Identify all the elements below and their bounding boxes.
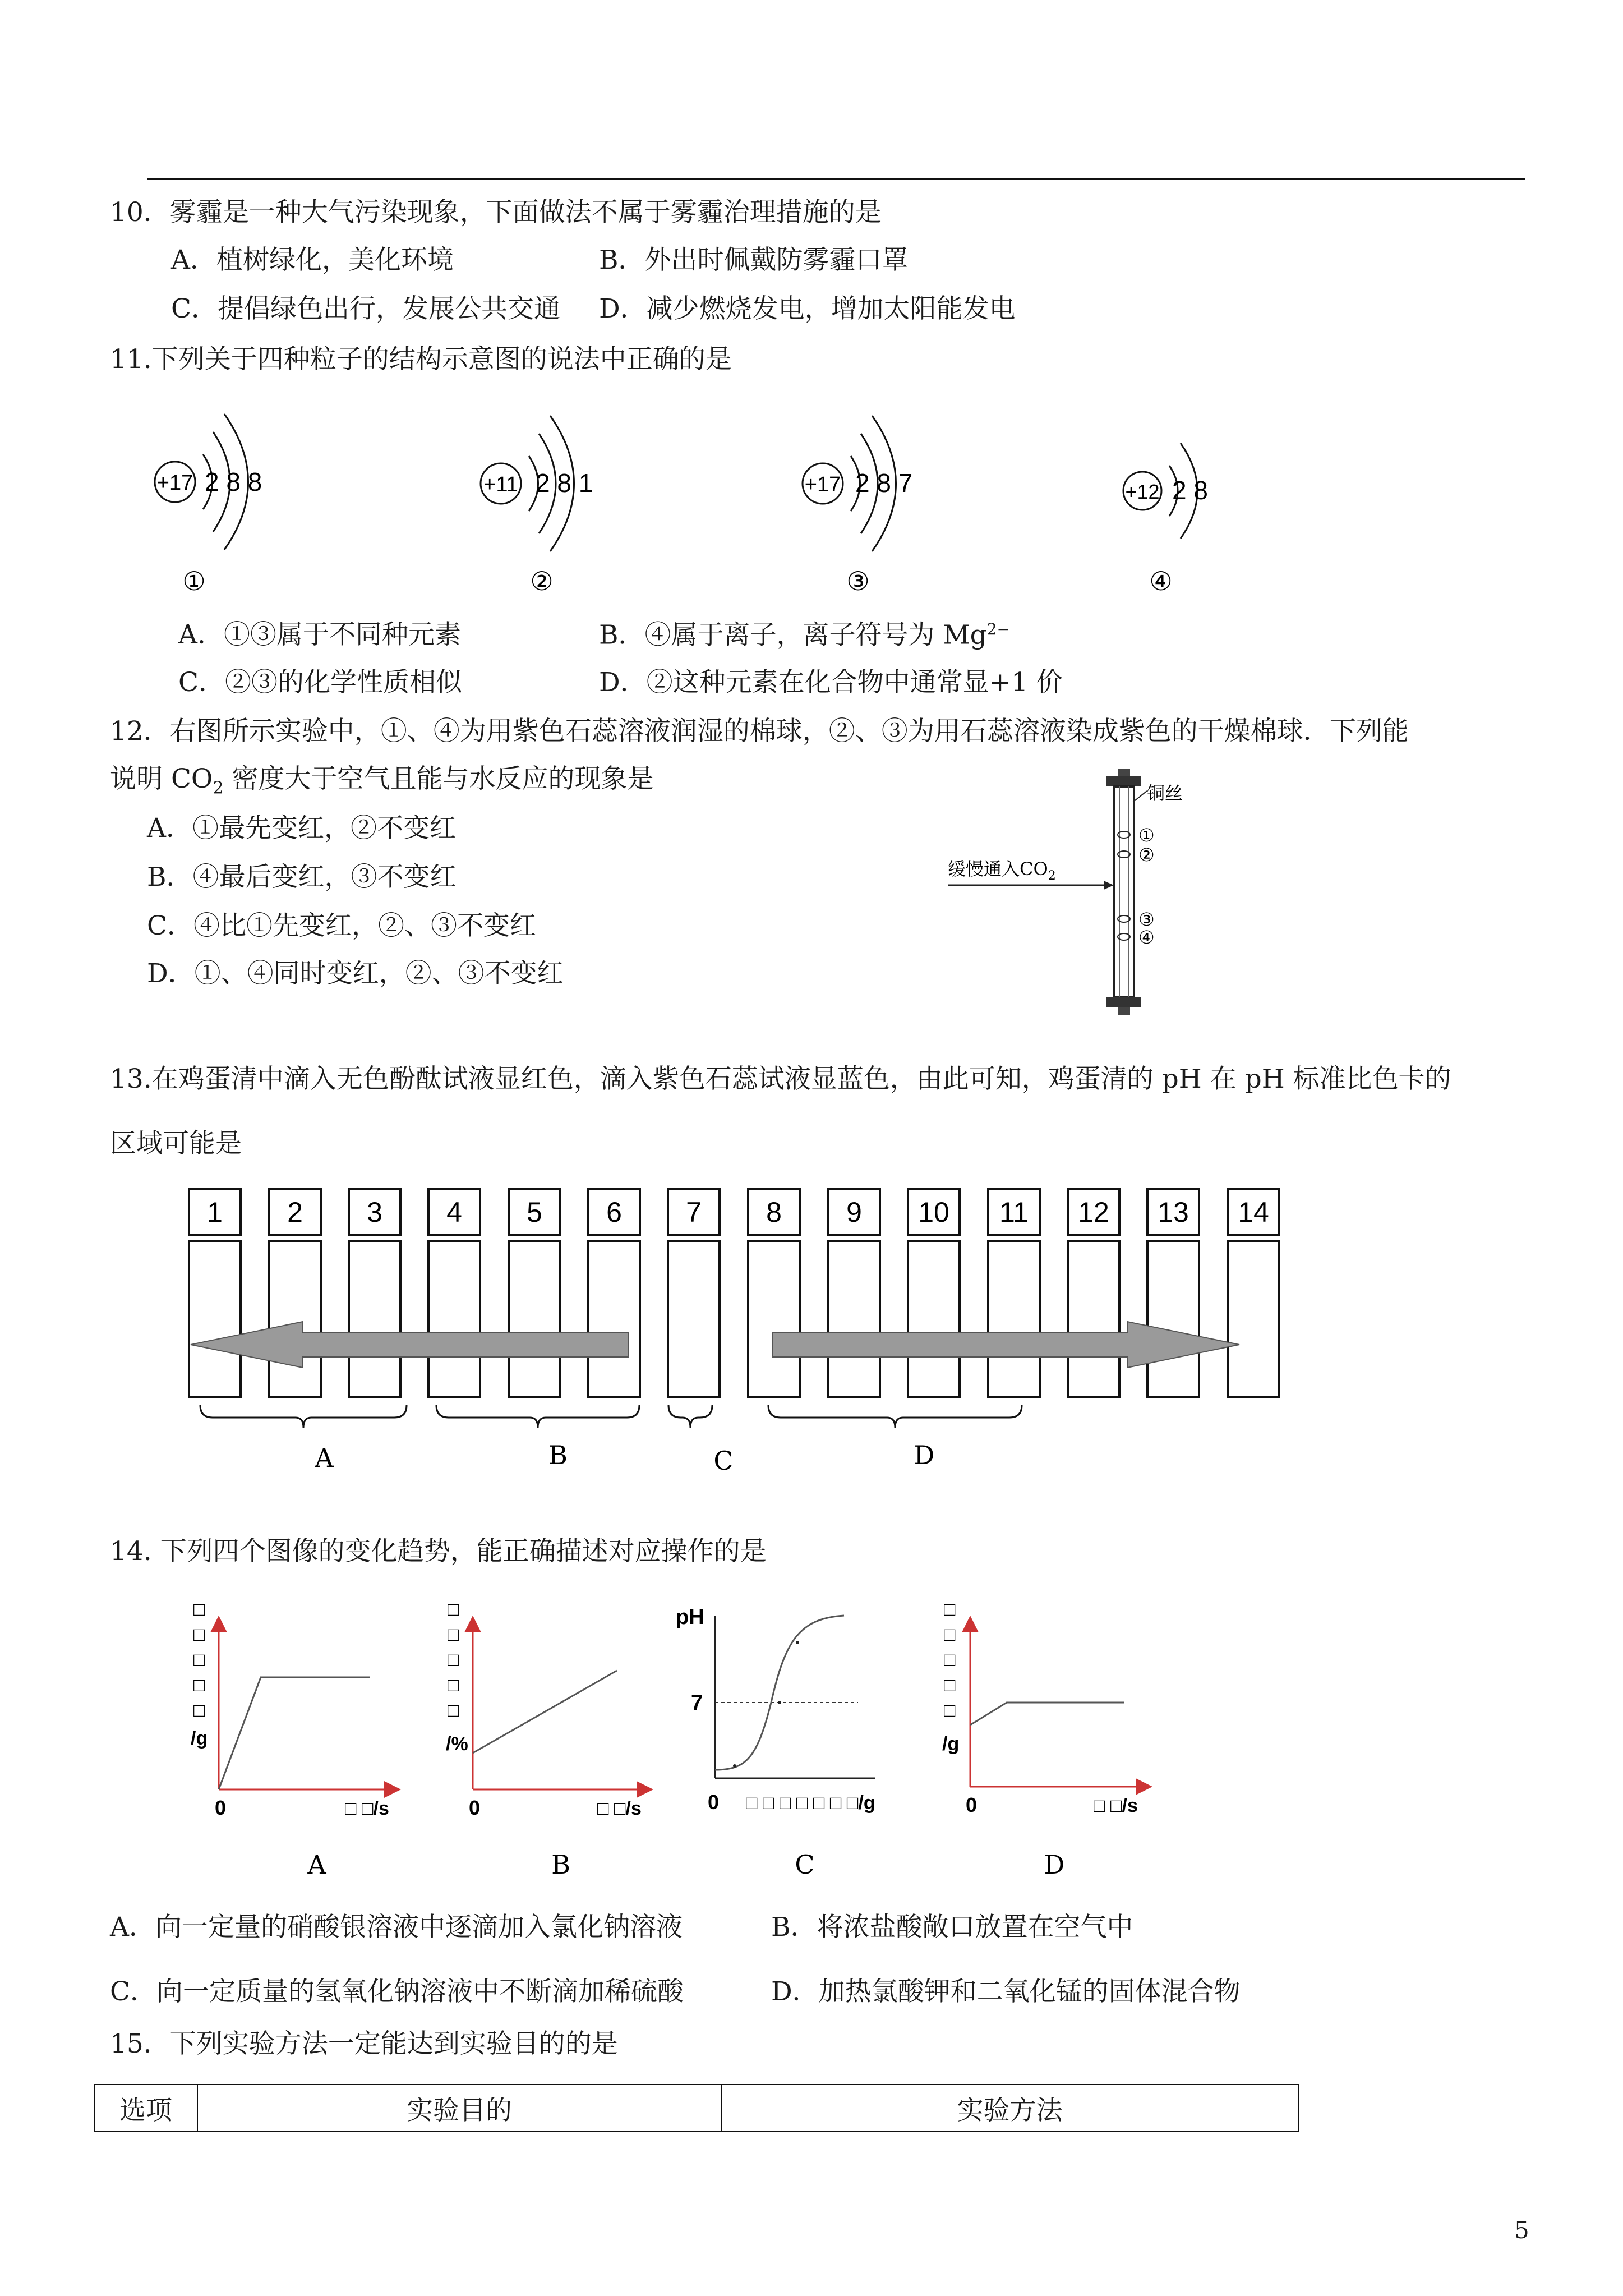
graph-a — [191, 1599, 393, 1880]
ph-color-cell-6 — [588, 1241, 640, 1397]
ph-label-12: 12 — [1078, 1197, 1109, 1228]
ball-2-label: ② — [1138, 844, 1155, 866]
graph-c-origin: 0 — [708, 1791, 720, 1814]
graph-a-y-box-3: □ — [193, 1649, 205, 1671]
page-number: 5 — [1514, 2216, 1529, 2244]
ph-label-10: 10 — [918, 1197, 949, 1228]
group-label-D: D — [914, 1440, 935, 1470]
atom-diagram-3 — [803, 416, 912, 551]
ph-color-cell-7 — [668, 1241, 720, 1397]
graph-b-y-box-3: □ — [448, 1649, 459, 1671]
acid-arrow — [191, 1322, 628, 1368]
q14-graphs — [0, 1588, 1623, 1890]
ph-label-2: 2 — [287, 1197, 303, 1228]
graph-a-y-unit: /g — [191, 1728, 208, 1749]
q10-option-d: D．减少燃烧发电，增加太阳能发电 — [599, 293, 1016, 324]
ph-color-cell-13 — [1147, 1241, 1199, 1397]
graph-d-y-box-2: □ — [944, 1624, 956, 1645]
ph-color-cell-1 — [189, 1241, 241, 1397]
ball-4-label: ④ — [1138, 927, 1155, 948]
q15-stem: 15．下列实验方法一定能达到实验目的的是 — [110, 2028, 618, 2059]
header-method: 实验方法 — [721, 2085, 1298, 2132]
q12-stem-line1: 12．右图所示实验中，①、④为用紫色石蕊溶液润湿的棉球，②、③为用石蕊溶液染成紫色的干燥棉球．下列能 — [110, 716, 1409, 747]
ph-label-11: 11 — [999, 1197, 1029, 1228]
group-label-A: A — [315, 1443, 334, 1473]
atom-4-nucleus: +12 — [1125, 480, 1160, 503]
atom-1-label: ① — [182, 566, 206, 596]
graph-d-x-label: □ □/s — [1094, 1795, 1138, 1816]
ph-color-cell-9 — [828, 1241, 880, 1397]
graph-d-y-unit: /g — [942, 1733, 960, 1755]
q14-option-c: C．向一定质量的氢氧化钠溶液中不断滴加稀硫酸 — [110, 1976, 684, 2007]
q10-option-b: B．外出时佩戴防雾霾口罩 — [599, 245, 909, 275]
graph-d-origin: 0 — [966, 1793, 978, 1816]
graph-a-y-box-4: □ — [193, 1674, 205, 1696]
atom-3-shells: 2 8 7 — [855, 468, 913, 498]
header-purpose: 实验目的 — [197, 2085, 721, 2132]
graph-d-y-box-5: □ — [944, 1700, 956, 1721]
inlet-label-text: 缓慢通入CO — [948, 858, 1048, 880]
atom-1-shells: 2 8 8 — [205, 467, 262, 496]
q10-option-a: A．植树绿化，美化环境 — [171, 245, 454, 275]
q13-stem-line2: 区域可能是 — [110, 1128, 242, 1159]
ph-label-7: 7 — [686, 1197, 702, 1228]
inlet-label — [948, 858, 1056, 883]
graph-a-y-box-1: □ — [193, 1599, 205, 1620]
graph-b-y-box-4: □ — [448, 1674, 459, 1696]
graph-c-y-label: pH — [676, 1605, 704, 1629]
ball-3-label: ③ — [1138, 909, 1155, 930]
atom-diagram-1 — [155, 414, 262, 550]
ph-label-9: 9 — [846, 1197, 862, 1228]
q11-atom-diagrams — [0, 0, 1623, 617]
ph-label-5: 5 — [527, 1197, 542, 1228]
q10-stem: 10．雾霾是一种大气污染现象，下面做法不属于雾霾治理措施的是 — [110, 197, 882, 228]
q11-option-b — [599, 619, 1010, 651]
atom-3-nucleus: +17 — [804, 473, 841, 496]
q13-stem-line1: 13.在鸡蛋清中滴入无色酚酞试液显红色，滴入紫色石蕊试液显蓝色，由此可知，鸡蛋清的 pH 在 pH 标准比色卡的 — [110, 1064, 1451, 1094]
group-label-C: C — [713, 1446, 734, 1476]
graph-b — [446, 1599, 645, 1880]
q14-option-d: D．加热氯酸钾和二氧化锰的固体混合物 — [771, 1976, 1241, 2007]
q12-option-d: D．①、④同时变红，②、③不变红 — [147, 958, 564, 989]
graph-a-y-box-2: □ — [193, 1624, 205, 1645]
atom-3-label: ③ — [846, 566, 870, 596]
graph-d — [942, 1599, 1144, 1880]
ph-label-4: 4 — [446, 1197, 462, 1228]
q12-option-c: C．④比①先变红，②、③不变红 — [147, 910, 536, 941]
graph-d-y-box-4: □ — [944, 1674, 956, 1696]
ph-color-cell-3 — [349, 1241, 400, 1397]
graph-a-label: A — [307, 1849, 326, 1880]
table-header-row — [94, 2085, 1298, 2132]
ph-color-cell-5 — [509, 1241, 560, 1397]
q12-stem-line2-pre: 说明 CO — [110, 763, 213, 794]
q14-option-a: A．向一定量的硝酸银溶液中逐滴加入氯化钠溶液 — [110, 1912, 683, 1943]
graph-b-origin: 0 — [469, 1796, 481, 1819]
q14-option-b: B．将浓盐酸敞口放置在空气中 — [771, 1912, 1133, 1943]
q12-stem-line2-post: 密度大于空气且能与水反应的现象是 — [223, 763, 654, 794]
ph-label-14: 14 — [1238, 1197, 1269, 1228]
graph-b-y-box-1: □ — [448, 1599, 459, 1620]
graph-d-label: D — [1044, 1849, 1065, 1880]
q11-option-b-charge: 2− — [986, 620, 1010, 638]
q11-stem: 11.下列关于四种粒子的结构示意图的说法中正确的是 — [110, 344, 732, 375]
brace-d — [768, 1405, 1022, 1428]
ph-label-1: 1 — [207, 1197, 223, 1228]
q12-stem-line2 — [110, 763, 654, 798]
ball-1-label: ① — [1138, 825, 1155, 846]
q12-option-a: A．①最先变红，②不变红 — [147, 813, 456, 844]
atom-2-nucleus: +11 — [483, 473, 518, 496]
ph-label-3: 3 — [367, 1197, 382, 1228]
graph-c-x-label: □ □ □ □ □ □ □/g — [746, 1792, 875, 1814]
graph-a-x-label: □ □/s — [345, 1798, 389, 1819]
ph-color-cell-10 — [908, 1241, 960, 1397]
ph-label-6: 6 — [606, 1197, 622, 1228]
graph-d-y-box-1: □ — [944, 1599, 956, 1620]
ph-color-cell-4 — [428, 1241, 480, 1397]
atom-4-shells: 2 8 — [1172, 476, 1208, 505]
graph-c — [676, 1605, 875, 1880]
atom-diagram-2 — [481, 416, 593, 551]
brace-a — [200, 1405, 407, 1428]
brace-b — [436, 1405, 639, 1428]
wire-label: 铜丝 — [1147, 783, 1183, 804]
graph-c-label: C — [795, 1849, 815, 1880]
ph-color-cell-12 — [1068, 1241, 1119, 1397]
q14-stem: 14. 下列四个图像的变化趋势，能正确描述对应操作的是 — [110, 1536, 767, 1567]
ph-color-cell-2 — [269, 1241, 321, 1397]
ph-label-8: 8 — [766, 1197, 782, 1228]
q12-option-b: B．④最后变红，③不变红 — [147, 862, 457, 892]
ph-color-cell-8 — [748, 1241, 800, 1397]
graph-b-x-label: □ □/s — [597, 1798, 642, 1819]
q11-option-b-text: B．④属于离子，离子符号为 Mg — [599, 619, 987, 651]
q15-table — [94, 2084, 1299, 2132]
atom-diagram-4 — [1123, 443, 1208, 539]
graph-b-label: B — [551, 1849, 570, 1880]
graph-b-y-unit: /% — [446, 1733, 468, 1755]
group-label-B: B — [548, 1440, 568, 1470]
graph-b-y-box-2: □ — [448, 1624, 459, 1645]
atom-2-label: ② — [530, 566, 554, 596]
atom-2-shells: 2 8 1 — [536, 468, 593, 498]
ph-color-chart — [0, 1178, 1623, 1487]
q11-option-a: A．①③属于不同种元素 — [178, 619, 461, 650]
graph-a-y-box-5: □ — [193, 1700, 205, 1721]
q12-apparatus-figure — [925, 769, 1239, 1021]
q10-option-c: C．提倡绿色出行，发展公共交通 — [171, 293, 560, 324]
brace-c — [668, 1405, 712, 1428]
inlet-label-sub: 2 — [1048, 869, 1056, 883]
graph-c-tick-7: 7 — [691, 1691, 703, 1715]
q11-option-d: D．②这种元素在化合物中通常显+1 价 — [599, 667, 1063, 698]
header-option: 选项 — [94, 2085, 197, 2132]
ph-color-cell-11 — [988, 1241, 1040, 1397]
atom-4-label: ④ — [1149, 566, 1173, 596]
q11-option-c: C．②③的化学性质相似 — [178, 667, 462, 698]
graph-a-origin: 0 — [215, 1796, 227, 1819]
atom-1-nucleus: +17 — [156, 471, 193, 495]
ph-color-cell-14 — [1228, 1241, 1279, 1397]
graph-b-y-box-5: □ — [448, 1700, 459, 1721]
graph-d-y-box-3: □ — [944, 1649, 956, 1671]
ph-label-13: 13 — [1158, 1197, 1189, 1228]
q12-co2-subscript: 2 — [213, 778, 224, 798]
